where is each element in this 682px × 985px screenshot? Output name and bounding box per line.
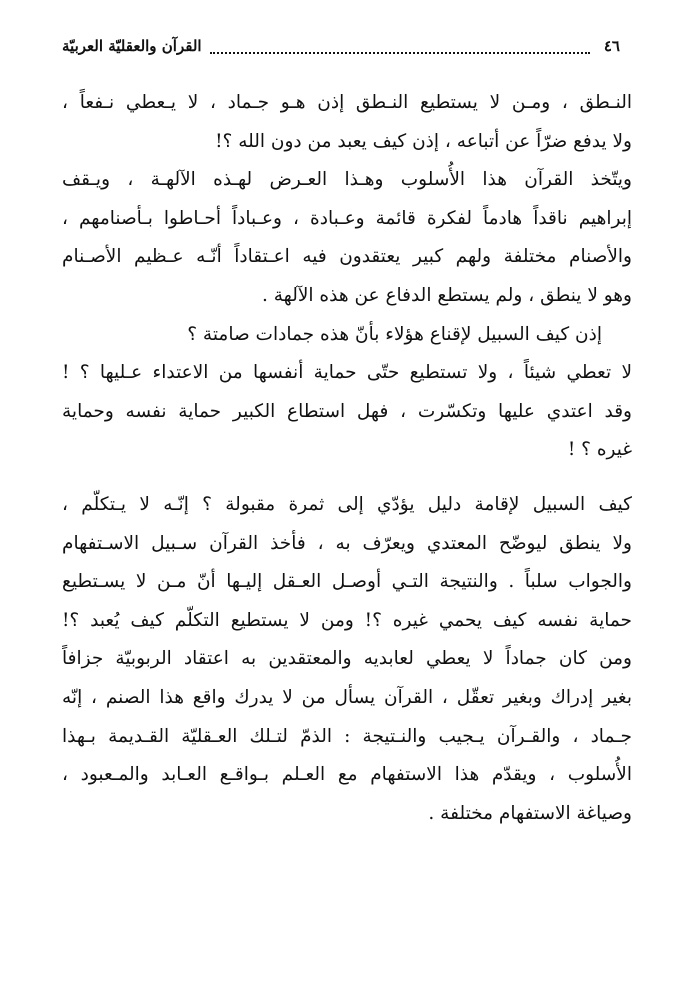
text-line: ولا ينطق ليوضّح المعتدي ويعرّف به ، فأخذ القرآن سـبيل الاسـتفهام bbox=[62, 532, 632, 554]
text-line: وهو لا ينطق ، ولم يستطع الدفاع عن هذه الآلهة . bbox=[262, 284, 632, 306]
text-line: ومن كان جماداً لا يعطي لعابديه والمعتقدين به اعتقاد الربوبيّة جزافاً bbox=[62, 648, 632, 670]
text-line: إذن كيف السبيل لإقناع هؤلاء بأنّ هذه جمادات صامتة ؟ bbox=[187, 323, 602, 345]
text-line: ولا يدفع ضرّاً عن أتباعه ، إذن كيف يعبد من دون الله ؟! bbox=[215, 130, 632, 152]
text-line: حماية نفسه كيف يحمي غيره ؟! ومن لا يستطيع التكلّم كيف يُعبد ؟! bbox=[62, 609, 632, 631]
text-line: إبراهيم ناقداً هادماً لفكرة قائمة وعـبادة ، وعـباداً أحـاطوا بـأصنامهم ، bbox=[62, 207, 632, 229]
text-line: والجواب سلباً . والنتيجة التـي أوصـل العـقل إليـها أنّ مـن لا يسـتطيع bbox=[62, 571, 632, 593]
paragraph-gap bbox=[62, 470, 632, 486]
text-line: غيره ؟ ! bbox=[567, 439, 632, 461]
text-line: جـماد ، والقـرآن يـجيب والنـتيجة : الذمّ لتـلك العـقليّة القـديمة بـهذا bbox=[62, 725, 632, 747]
text-line: بغير إدراك وبغير تعقّل ، القرآن يسأل من لا يدرك واقع هذا الصنم ، إنّه bbox=[62, 686, 632, 708]
text-line: وقد اعتدي عليها وتكسّرت ، فهل استطاع الكبير حماية نفسه وحماية bbox=[62, 400, 632, 422]
text-line: وصياغة الاستفهام مختلفة . bbox=[428, 802, 632, 824]
text-line: الأُسلوب ، ويقدّم هذا الاستفهام مع العـلم بـواقـع العـابد والمـعبود ، bbox=[62, 764, 632, 786]
page-header bbox=[62, 26, 620, 66]
text-line: كيف السبيل لإقامة دليل يؤدّي إلى ثمرة مقبولة ؟ إنّـه لا يـتكلّم ، bbox=[62, 493, 632, 515]
page-body bbox=[62, 84, 632, 833]
text-line: النـطق ، ومـن لا يستطيع النـطق إذن هـو جـماد ، لا يـعطي نـفعاً ، bbox=[62, 92, 632, 113]
page-number: ٤٦ bbox=[603, 37, 620, 55]
header-leader-dots bbox=[210, 38, 590, 54]
running-title: القرآن والعقليّة العربيّة bbox=[62, 37, 202, 55]
text-line: والأصنام مختلفة ولهم كبير يعتقدون فيه اعـتقاداً أنّـه عـظيم الأصـنام bbox=[62, 246, 632, 268]
text-line: ويتّخذ القرآن هذا الأُسلوب وهـذا العـرض لهـذه الآلهـة ، ويـقف bbox=[62, 169, 632, 191]
text-line: لا تعطي شيئاً ، ولا تستطيع حتّى حماية أنفسها من الاعتداء عـليها ؟ ! bbox=[62, 362, 632, 384]
